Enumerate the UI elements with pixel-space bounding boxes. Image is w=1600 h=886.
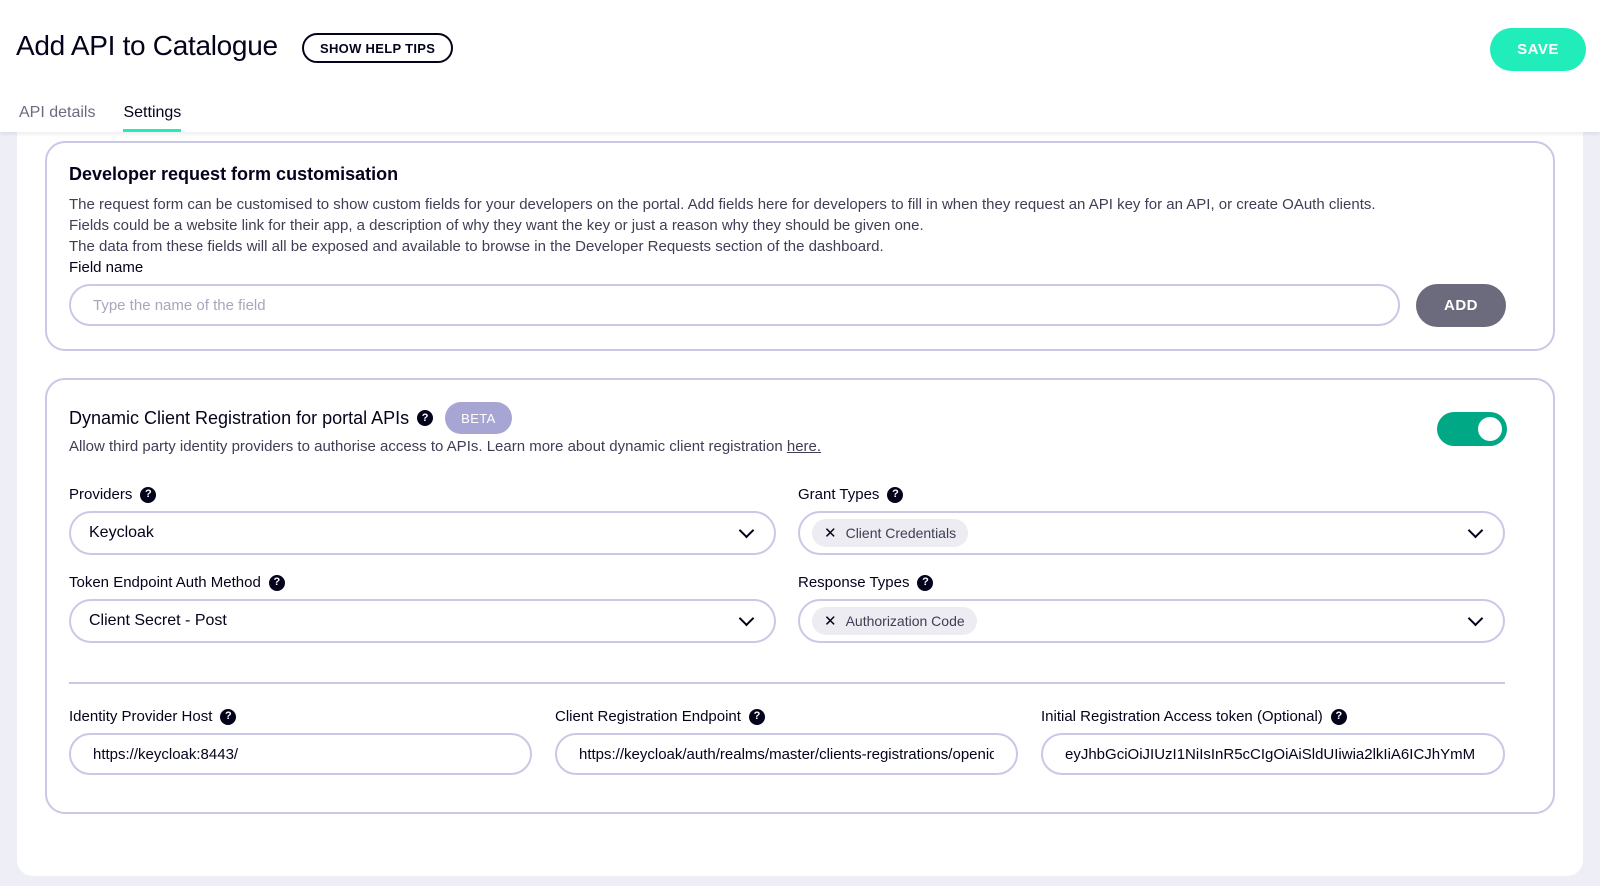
request-form-description-line-2: Fields could be a website link for their app, a description of why they want the key or just a reason why they should be given one.	[69, 217, 924, 234]
question-circle-icon[interactable]: ?	[140, 487, 156, 503]
token-auth-value: Client Secret - Post	[89, 612, 227, 629]
grant-types-label-row	[798, 486, 903, 503]
providers-label: Providers	[69, 486, 133, 503]
dcr-title: Dynamic Client Registration for portal APIs	[69, 407, 410, 428]
question-circle-icon[interactable]: ?	[269, 575, 285, 591]
initial-token-input[interactable]	[1041, 733, 1505, 775]
page-header	[0, 0, 1600, 132]
question-circle-icon[interactable]: ?	[887, 487, 903, 503]
initial-token-label-row	[1041, 708, 1347, 725]
close-icon[interactable]: ✕	[824, 525, 837, 542]
dcr-card	[45, 378, 1555, 814]
tab-bar	[19, 104, 181, 132]
close-icon[interactable]: ✕	[824, 613, 837, 630]
question-circle-icon[interactable]: ?	[1331, 709, 1347, 725]
idp-host-label-row	[69, 708, 236, 725]
dcr-description-text: Allow third party identity providers to authorise access to APIs. Learn more about dynamic client registration	[69, 438, 787, 455]
request-form-description-line-3: The data from these fields will all be exposed and available to browse in the Developer Requests section of the dashboard.	[69, 238, 884, 255]
response-types-select[interactable]	[798, 599, 1505, 643]
request-form-card	[45, 141, 1555, 351]
idp-host-label: Identity Provider Host	[69, 708, 213, 725]
dcr-title-row	[69, 402, 512, 434]
dcr-enable-toggle[interactable]	[1437, 412, 1507, 446]
add-field-button[interactable]: ADD	[1416, 284, 1506, 327]
beta-badge: BETA	[445, 402, 512, 434]
grant-types-label: Grant Types	[798, 486, 880, 503]
field-name-label: Field name	[69, 259, 144, 276]
response-types-label-row	[798, 574, 933, 591]
providers-value: Keycloak	[89, 524, 154, 541]
question-circle-icon[interactable]: ?	[749, 709, 765, 725]
response-types-label: Response Types	[798, 574, 910, 591]
response-type-chip	[812, 607, 977, 635]
token-auth-select[interactable]	[69, 599, 776, 643]
idp-host-input[interactable]	[69, 733, 532, 775]
request-form-description-line-1: The request form can be customised to show custom fields for your developers on the portal. Add fields here for developers to fill in when they request an API key for an API, or create OAuth clients.	[69, 196, 1376, 213]
field-name-input[interactable]	[69, 284, 1400, 326]
initial-token-label: Initial Registration Access token (Optional)	[1041, 708, 1323, 725]
dcr-description	[69, 436, 1529, 457]
chevron-down-icon	[1468, 522, 1484, 538]
show-help-tips-button[interactable]: SHOW HELP TIPS	[302, 33, 453, 63]
registration-endpoint-label: Client Registration Endpoint	[555, 708, 741, 725]
toggle-knob	[1478, 417, 1502, 441]
registration-endpoint-label-row	[555, 708, 765, 725]
save-button[interactable]: SAVE	[1490, 28, 1586, 71]
grant-types-select[interactable]	[798, 511, 1505, 555]
grant-type-chip	[812, 519, 968, 547]
section-divider	[69, 682, 1505, 684]
response-types-chips	[818, 607, 1470, 635]
request-form-title: Developer request form customisation	[69, 164, 399, 184]
question-circle-icon[interactable]: ?	[917, 575, 933, 591]
grant-type-chip-label: Client Credentials	[845, 525, 957, 541]
providers-label-row	[69, 486, 156, 503]
chevron-down-icon	[1468, 610, 1484, 626]
settings-panel	[17, 132, 1583, 876]
response-type-chip-label: Authorization Code	[845, 613, 965, 629]
chevron-down-icon	[739, 610, 755, 626]
token-auth-label: Token Endpoint Auth Method	[69, 574, 261, 591]
providers-select[interactable]	[69, 511, 776, 555]
page-title: Add API to Catalogue	[16, 30, 278, 61]
grant-types-chips	[818, 519, 1470, 547]
question-circle-icon[interactable]: ?	[220, 709, 236, 725]
question-circle-icon[interactable]: ?	[417, 410, 433, 426]
chevron-down-icon	[739, 522, 755, 538]
registration-endpoint-input[interactable]	[555, 733, 1018, 775]
token-auth-label-row	[69, 574, 285, 591]
dcr-learn-more-link[interactable]: here.	[786, 438, 822, 455]
tab-api-details[interactable]: API details	[19, 104, 96, 121]
tab-settings[interactable]: Settings	[123, 104, 181, 132]
